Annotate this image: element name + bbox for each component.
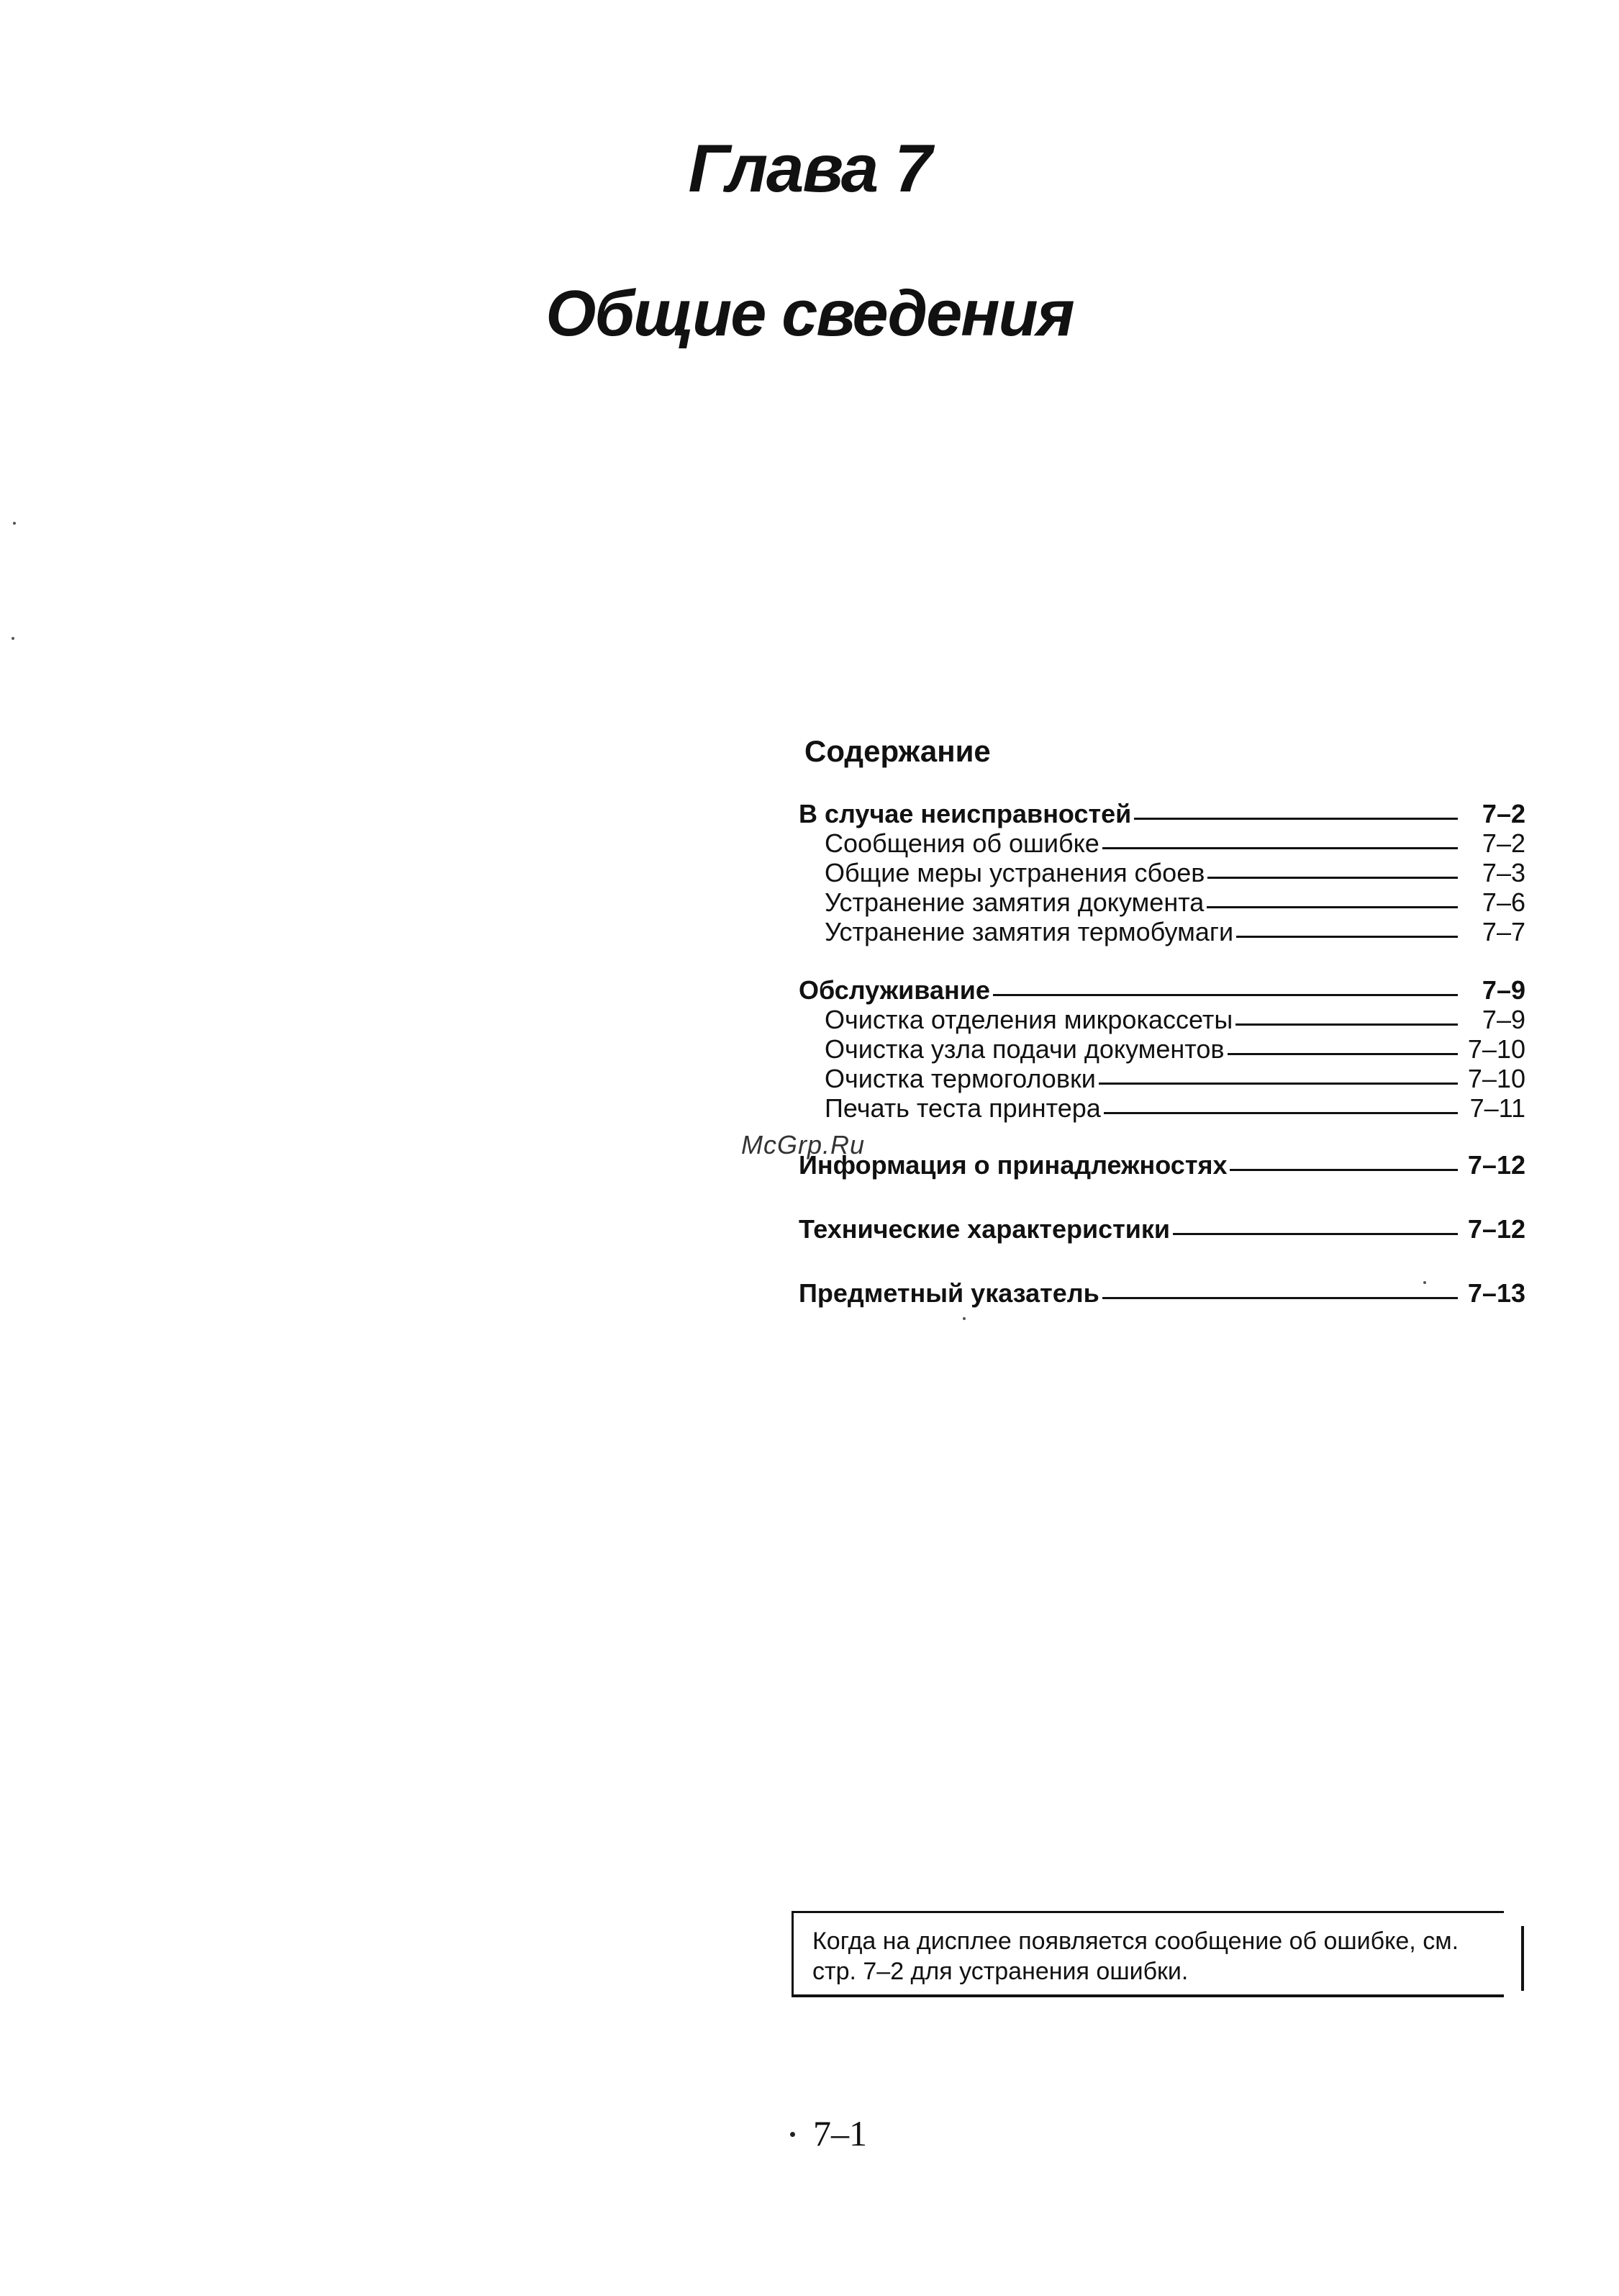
toc-leader-line xyxy=(1207,877,1458,879)
toc-entry-label: Обслуживание xyxy=(799,975,990,1005)
chapter-label: Глава 7 xyxy=(688,130,931,206)
toc-entry-label: Информация о принадлежностях xyxy=(799,1150,1228,1180)
scan-speck xyxy=(13,522,16,525)
note-box xyxy=(792,1911,1504,1997)
toc-entry-page: 7–11 xyxy=(1469,1093,1525,1123)
toc-entry-page: 7–2 xyxy=(1482,799,1525,828)
toc-leader-line xyxy=(1173,1233,1458,1235)
toc-group-troubleshooting xyxy=(799,799,1525,946)
toc-entry-page: 7–9 xyxy=(1482,975,1525,1005)
toc-entry-accessories[interactable] xyxy=(799,1150,1525,1180)
chapter-title: Общие сведения xyxy=(545,278,1074,350)
toc-entry-label: Очистка узла подачи документов xyxy=(825,1034,1225,1064)
toc-leader-line xyxy=(1235,1023,1458,1026)
toc-entry-page: 7–10 xyxy=(1467,1064,1525,1093)
toc-entry-page: 7–10 xyxy=(1467,1034,1525,1064)
toc-subentry[interactable] xyxy=(799,828,1525,858)
toc-entry-index[interactable] xyxy=(799,1278,1525,1308)
toc-leader-line xyxy=(1099,1083,1458,1085)
toc-entry-page: 7–9 xyxy=(1482,1005,1525,1034)
toc-entry-page: 7–7 xyxy=(1482,917,1525,946)
toc-subentry[interactable] xyxy=(799,917,1525,946)
toc-entry-label: Технические характеристики xyxy=(799,1214,1171,1244)
note-box-edge xyxy=(1521,1926,1524,1991)
toc-leader-line xyxy=(1104,1112,1458,1114)
toc-leader-line xyxy=(1236,936,1458,938)
toc-entry-page: 7–12 xyxy=(1467,1214,1525,1244)
toc-subentry[interactable] xyxy=(799,1005,1525,1034)
toc-subentry[interactable] xyxy=(799,1034,1525,1064)
toc-leader-line xyxy=(993,994,1458,996)
toc-entry-page: 7–3 xyxy=(1482,858,1525,887)
toc-leader-line xyxy=(1134,818,1458,820)
toc-subentry[interactable] xyxy=(799,1064,1525,1093)
toc-group-maintenance xyxy=(799,975,1525,1123)
toc-leader-line xyxy=(1228,1053,1458,1055)
table-of-contents xyxy=(799,799,1525,1308)
toc-entry-label: Устранение замятия термобумаги xyxy=(825,917,1234,946)
toc-entry-label: Сообщения об ошибке xyxy=(825,828,1099,858)
toc-entry-page: 7–13 xyxy=(1467,1278,1525,1308)
toc-entry-label: Устранение замятия документа xyxy=(825,887,1205,917)
toc-entry-label: Очистка термоголовки xyxy=(825,1064,1096,1093)
page-number: 7–1 xyxy=(813,2113,867,2153)
toc-entry-page: 7–2 xyxy=(1482,828,1525,858)
toc-subentry[interactable] xyxy=(799,887,1525,917)
toc-leader-line xyxy=(1102,1297,1458,1299)
scan-speck xyxy=(12,637,14,640)
toc-entry-label: Печать теста принтера xyxy=(825,1093,1101,1123)
toc-entry-troubleshooting[interactable] xyxy=(799,799,1525,828)
watermark-text: McGrp.Ru xyxy=(741,1130,866,1160)
note-text: Когда на дисплее появляется сообщение об ошибке, см. стр. 7–2 для устранения ошибки. xyxy=(812,1927,1459,1985)
scan-speck xyxy=(1423,1281,1426,1284)
toc-entry-label: В случае неисправностей xyxy=(799,799,1132,828)
toc-leader-line xyxy=(1230,1169,1458,1171)
toc-entry-label: Предметный указатель xyxy=(799,1278,1099,1308)
toc-entry-page: 7–12 xyxy=(1467,1150,1525,1180)
toc-leader-line xyxy=(1207,906,1458,908)
scan-speck xyxy=(963,1317,966,1320)
toc-entry-label: Общие меры устранения сбоев xyxy=(825,858,1205,887)
toc-leader-line xyxy=(1102,847,1458,849)
scan-speck xyxy=(790,2132,795,2137)
toc-entry-specifications[interactable] xyxy=(799,1214,1525,1244)
toc-heading: Содержание xyxy=(804,734,991,768)
toc-entry-label: Очистка отделения микрокассеты xyxy=(825,1005,1233,1034)
toc-subentry[interactable] xyxy=(799,1093,1525,1123)
toc-entry-maintenance[interactable] xyxy=(799,975,1525,1005)
toc-entry-page: 7–6 xyxy=(1482,887,1525,917)
toc-subentry[interactable] xyxy=(799,858,1525,887)
